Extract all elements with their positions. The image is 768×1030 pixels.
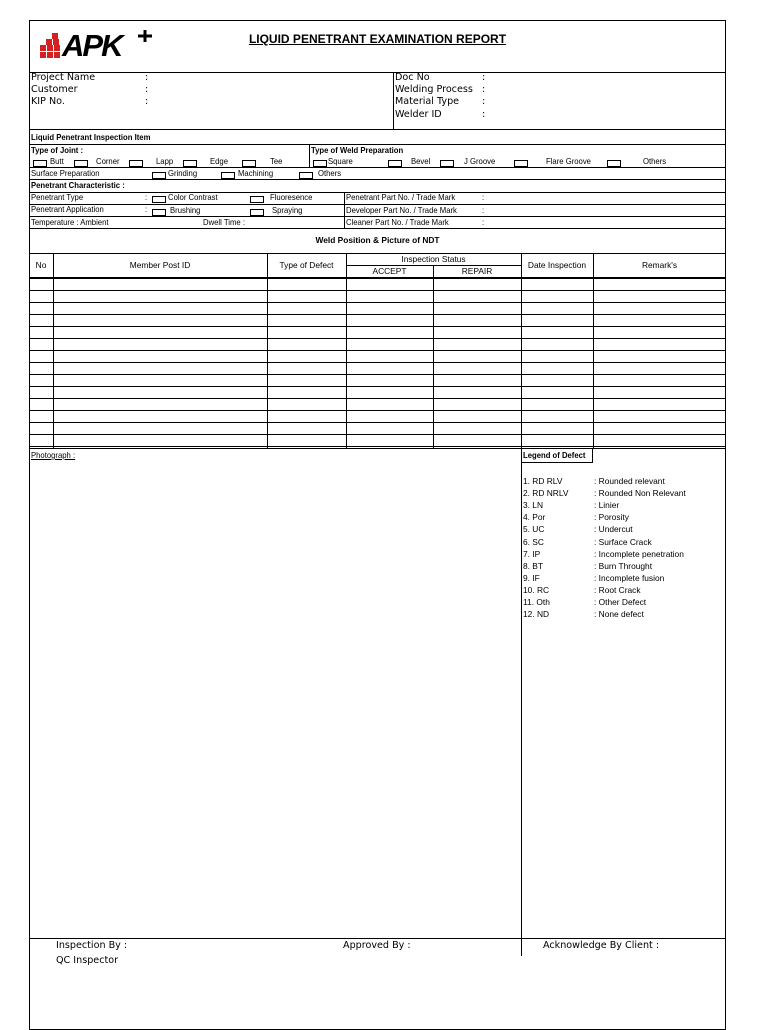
spraying-checkbox[interactable] bbox=[250, 209, 264, 216]
others-prep-checkbox[interactable] bbox=[607, 160, 621, 167]
table-row-line bbox=[29, 410, 726, 411]
divider bbox=[29, 938, 726, 939]
project-name-label: Project Name bbox=[31, 72, 96, 83]
brushing-label: Brushing bbox=[170, 205, 201, 215]
legend-description: : Porosity bbox=[594, 512, 629, 523]
legend-code: 10. RC bbox=[523, 584, 550, 595]
legend-code: 6. SC bbox=[523, 536, 544, 547]
others-prep-label: Others bbox=[643, 156, 667, 166]
grinding-label: Grinding bbox=[168, 168, 198, 178]
divider bbox=[344, 192, 345, 228]
table-row-line bbox=[29, 290, 726, 291]
edge-label: Edge bbox=[210, 156, 228, 166]
colon: : bbox=[482, 84, 486, 95]
legend-description: : Rounded relevant bbox=[594, 476, 665, 486]
fluoresence-label: Fluoresence bbox=[270, 192, 313, 202]
divider bbox=[29, 228, 726, 229]
grinding-checkbox[interactable] bbox=[152, 172, 166, 179]
legend-description: : Incomplete fusion bbox=[594, 572, 665, 583]
legend-code: 4. Por bbox=[523, 512, 546, 523]
table-row-line bbox=[29, 326, 726, 327]
corner-label: Corner bbox=[96, 156, 120, 166]
legend-code: 12. ND bbox=[523, 609, 550, 620]
col-header-status: Inspection Status bbox=[401, 254, 466, 264]
fluoresence-checkbox[interactable] bbox=[250, 196, 264, 203]
legend-code: 7. IP bbox=[523, 548, 541, 559]
acknowledge-label: Acknowledge By Client : bbox=[543, 940, 660, 951]
colon: : bbox=[482, 109, 486, 120]
legend-description: : Rounded Non Relevant bbox=[594, 488, 686, 499]
inspection-item-heading: Liquid Penetrant Inspection Item bbox=[31, 132, 151, 142]
col-header-member: Member Post ID bbox=[129, 260, 191, 270]
table-column-line bbox=[593, 253, 594, 448]
lapp-checkbox[interactable] bbox=[129, 160, 143, 167]
colon: : bbox=[145, 192, 148, 202]
table-row-line bbox=[29, 386, 726, 387]
machining-checkbox[interactable] bbox=[221, 172, 235, 179]
inspection-by-label: Inspection By : bbox=[56, 940, 128, 951]
table-row-line bbox=[29, 362, 726, 363]
colon: : bbox=[482, 205, 485, 215]
j-groove-checkbox[interactable] bbox=[440, 160, 454, 167]
legend-code: 5. UC bbox=[523, 524, 545, 535]
penetrant-application-label: Penetrant Application bbox=[31, 204, 104, 214]
legend-heading: Legend of Defect bbox=[523, 450, 586, 460]
company-logo bbox=[38, 30, 158, 64]
color-contrast-checkbox[interactable] bbox=[152, 196, 166, 203]
penetrant-part-label: Penetrant Part No. / Trade Mark bbox=[346, 192, 456, 202]
customer-label: Customer bbox=[31, 84, 78, 95]
legend-code: 3. LN bbox=[523, 500, 544, 511]
lapp-label: Lapp bbox=[156, 156, 174, 166]
butt-checkbox[interactable] bbox=[33, 160, 47, 167]
table-row-line bbox=[29, 338, 726, 339]
colon: : bbox=[482, 192, 485, 202]
square-label: Square bbox=[328, 156, 353, 166]
colon: : bbox=[145, 84, 149, 95]
col-header-no: No bbox=[35, 260, 47, 270]
col-header-repair: REPAIR bbox=[461, 266, 493, 276]
penetrant-type-label: Penetrant Type bbox=[31, 192, 84, 202]
legend-description: : Other Defect bbox=[594, 597, 647, 607]
legend-code: 9. IF bbox=[523, 572, 540, 583]
divider bbox=[309, 144, 310, 167]
legend-code: 1. RD RLV bbox=[523, 476, 563, 486]
divider bbox=[393, 72, 394, 129]
table-row-line bbox=[29, 350, 726, 351]
bevel-checkbox[interactable] bbox=[388, 160, 402, 167]
table-row-line bbox=[29, 314, 726, 315]
logo-text: APK bbox=[62, 28, 122, 63]
col-header-defect: Type of Defect bbox=[279, 260, 334, 270]
color-contrast-label: Color Contrast bbox=[168, 192, 218, 202]
legend-code: 2. RD NRLV bbox=[523, 488, 569, 499]
bevel-label: Bevel bbox=[411, 156, 431, 166]
table-row-line bbox=[29, 422, 726, 423]
tee-label: Tee bbox=[270, 156, 283, 166]
dwell-time-label: Dwell Time : bbox=[203, 217, 245, 227]
table-column-line bbox=[346, 253, 347, 448]
table-row-line bbox=[29, 398, 726, 399]
legend-description: : Surface Crack bbox=[594, 536, 652, 547]
temperature-label: Temperature : Ambient bbox=[31, 217, 109, 227]
table-row-line bbox=[29, 448, 726, 449]
table-column-line bbox=[53, 253, 54, 448]
corner-checkbox[interactable] bbox=[74, 160, 88, 167]
penetrant-heading: Penetrant Characteristic : bbox=[31, 180, 125, 190]
colon: : bbox=[145, 72, 149, 83]
divider bbox=[29, 167, 726, 168]
cleaner-part-label: Cleaner Part No. / Trade Mark bbox=[346, 217, 449, 227]
legend-code: 8. BT bbox=[523, 560, 544, 571]
square-checkbox[interactable] bbox=[313, 160, 327, 167]
divider bbox=[29, 129, 726, 130]
others-surface-label: Others bbox=[318, 168, 342, 178]
surface-prep-label: Surface Preparation bbox=[31, 168, 100, 178]
developer-part-label: Developer Part No. / Trade Mark bbox=[346, 205, 457, 215]
tee-checkbox[interactable] bbox=[242, 160, 256, 167]
col-header-accept: ACCEPT bbox=[372, 266, 407, 276]
butt-label: Butt bbox=[50, 156, 64, 166]
table-row-line bbox=[29, 446, 726, 447]
colon: : bbox=[145, 204, 148, 214]
flare-groove-label: Flare Groove bbox=[546, 156, 591, 166]
colon: : bbox=[482, 96, 486, 107]
machining-label: Machining bbox=[238, 168, 274, 178]
divider bbox=[521, 448, 522, 956]
legend-description: : Linier bbox=[594, 500, 620, 511]
divider bbox=[29, 179, 726, 180]
table-row-line bbox=[29, 434, 726, 435]
brushing-checkbox[interactable] bbox=[152, 209, 166, 216]
col-header-remarks: Remark's bbox=[641, 260, 678, 270]
colon: : bbox=[482, 217, 485, 227]
col-header-date: Date Inspection bbox=[527, 260, 587, 270]
legend-description: : Undercut bbox=[594, 524, 633, 535]
doc-no-label: Doc No bbox=[395, 72, 430, 83]
photograph-label: Photograph : bbox=[31, 450, 76, 460]
legend-description: : None defect bbox=[594, 609, 644, 620]
approved-by-label: Approved By : bbox=[343, 940, 411, 951]
flare-groove-checkbox[interactable] bbox=[514, 160, 528, 167]
table-row-line bbox=[29, 374, 726, 375]
kip-no-label: KIP No. bbox=[31, 96, 65, 107]
colon: : bbox=[145, 96, 149, 107]
j-groove-label: J Groove bbox=[464, 156, 496, 166]
legend-description: : Root Crack bbox=[594, 584, 641, 595]
legend-heading-box bbox=[521, 448, 593, 463]
table-row-line bbox=[29, 302, 726, 303]
table-column-line bbox=[521, 253, 522, 448]
table-column-line bbox=[433, 265, 434, 448]
legend-description: : Burn Throught bbox=[594, 560, 653, 571]
legend-description: : Incomplete penetration bbox=[594, 548, 684, 559]
spraying-label: Spraying bbox=[272, 205, 303, 215]
legend-code: 11. Oth bbox=[523, 597, 550, 607]
welding-process-label: Welding Process bbox=[395, 84, 473, 95]
table-column-line bbox=[267, 253, 268, 448]
weld-prep-label: Type of Weld Preparation bbox=[311, 145, 404, 155]
edge-checkbox[interactable] bbox=[183, 160, 197, 167]
divider bbox=[29, 72, 726, 73]
table-caption: Weld Position & Picture of NDT bbox=[315, 235, 440, 245]
others-surface-checkbox[interactable] bbox=[299, 172, 313, 179]
qc-inspector-label: QC Inspector bbox=[56, 955, 119, 966]
type-of-joint-label: Type of Joint : bbox=[31, 145, 84, 155]
welder-id-label: Welder ID bbox=[395, 109, 442, 120]
report-title: LIQUID PENETRANT EXAMINATION REPORT bbox=[248, 32, 507, 46]
table-row-line bbox=[29, 278, 726, 279]
material-type-label: Material Type bbox=[395, 96, 460, 107]
colon: : bbox=[482, 72, 486, 83]
